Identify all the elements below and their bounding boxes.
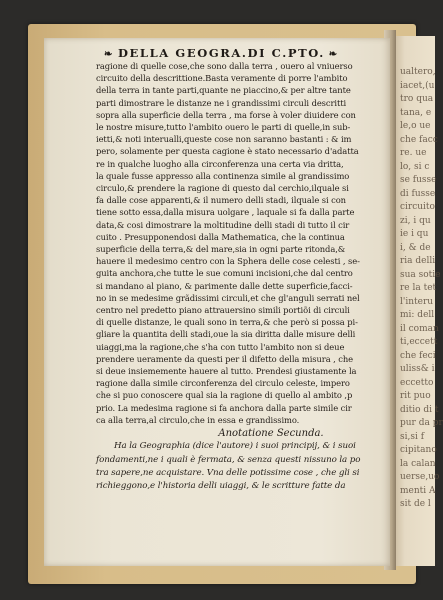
text-line: ie i qu [400,229,429,239]
text-line: che feci [400,350,436,361]
text-line: data,& cosi dimostrare la moltitudine delli stadi di tutto il cir [96,219,350,230]
text-line: hauere il medesimo centro con la Sphera delle cose celesti , se- [96,256,360,267]
text-line: lo, si c [400,161,430,172]
fleuron-ornament-left-icon: ❧ [104,49,114,60]
book-page [44,38,390,566]
text-line: fondamenti,ne i quali è fermata, & senza questi nissuno la po [96,454,361,465]
text-line: richieggono,e l'historia delli uiaggi, & le scritture fatte da [96,481,346,492]
section-heading: Anotatione Secunda. [218,428,324,440]
text-line: pero, solamente per questa cagione è stato necessario d'adatta [96,146,359,157]
text-line: ria delli [400,256,436,266]
text-line: cuito . Presupponendosi dalla Mathematica, che la continua [96,231,345,242]
text-line: i, & de [400,242,431,253]
body-text [96,60,426,494]
text-line: Ha la Geographia (dice l'autore) i suoi principij, & i suoi [114,441,356,452]
text-line: il coman [400,323,439,334]
text-line: che si puo conoscere qual sia la ragione di quello al ambito ,p [96,390,353,401]
text-line: uiaggi,ma la ragione,che s'ha con tutto l'ambito non si deue [96,341,345,352]
running-head-text: DELLA GEOGRA.DI C.PTO. [117,46,325,60]
text-line: rit puo [400,391,431,401]
text-line: tana, e [400,107,432,118]
text-line: sopra alla superficie della terra , ma forse à voler diuidere con [96,109,356,120]
text-line: parti dimostrare le distanze ne i grandissimi circuli descritti [96,97,347,108]
text-line: circuito della descrittione.Basta veramente di porre l'ambito [96,73,348,84]
text-line: uliss& i [400,364,435,374]
text-line: tiene sotto essa,dalla misura uolgare , laquale si fa dalla parte [96,207,355,218]
main-paragraph [96,60,426,426]
text-line: tra sapere,ne acquistare. Vna delle potissime cose , che gli si [96,467,360,478]
text-line: re la tet [400,283,437,293]
text-line: cipitano [400,445,437,455]
text-line: pur da pr [400,418,443,428]
text-line: guita anchora,che tutte le sue comuni incisioni,che dal centro [96,268,353,279]
text-line: fa dalle cose apparenti,& il numero delli stadi, ilquale si con [96,195,346,206]
text-line: circuito [400,202,435,212]
text-line: le nostre misure,tutto l'ambito ouero le parti di quelle,in sub- [96,122,351,133]
text-line: ietti,& noti interualli,queste cose non saranno bastanti : & im [96,134,352,145]
text-line: si mandano al piano, & parimente dalle dette superficie,facci- [96,280,353,291]
text-line: prendere ueramente da questi per il difetto della misura , che [96,353,354,364]
text-line: della terra in tante parti,quante ne piaccino,& per altre tante [96,85,351,96]
text-line: circulo,& prendere la ragione di questo dal cerchio,ilquale si [96,183,349,194]
text-line: re. ue [400,148,427,158]
text-line: gliare la quantita delli stadi,oue la sia diritta dalle misure delli [96,329,356,340]
fleuron-ornament-right-icon: ❧ [328,49,339,60]
text-line: ragione di quelle cose,che sono dalla terra , ouero al vniuerso [96,61,353,71]
text-line: centro nel predetto piano attrauersino simili portiõi di circuli [96,305,350,316]
text-line: ditio di t [400,404,439,415]
text-line: ragione dalla simile circonferenza del circulo celeste, impero [96,378,350,389]
text-line: iacet,(u [400,80,435,91]
text-line: re in qualche luogho alla circonferenza una certa via dritta, [96,158,344,169]
text-line: mi: dell [400,310,435,320]
text-line: le,o ue [400,121,431,131]
text-line: ti,eccett [400,337,438,347]
text-line: prio. La medesima ragione si fa anchora dalla parte simile cir [96,402,352,413]
text-line: superficie della terra,& del mare,sia in ogni parte ritonda,& [96,244,346,255]
annotation-paragraph [96,440,426,494]
text-line: si deue insiememente hauere al tutto. Prendesi giustamente la [96,366,357,377]
text-line: se fusse [400,175,437,185]
text-line: di fusse [400,188,436,199]
text-line: tro qua [400,94,434,104]
text-line: l'interu [400,296,434,307]
text-line: eccetto [400,377,434,388]
text-line: di quelle distanze, le quali sono in terra,& che però si possa pi- [96,317,358,328]
text-line: no in se medesime grãdissimi circuli,et che gl'anguli serrati nel [96,292,360,303]
text-line: la quale fusse appresso alla continenza simile al grandissimo [96,170,350,181]
text-line: uerse,uo [400,472,440,482]
text-line: zi, i qu [400,215,431,226]
text-line: sit de l [400,499,431,509]
text-line: si,si f [400,431,425,442]
running-head [104,46,384,60]
text-line: che facc [400,134,438,145]
text-line: ualtero, [400,67,436,77]
text-line: menti A [400,485,436,496]
text-line: ca alla terra,al circulo,che in essa e grandissimo. [96,414,300,425]
text-line: sua sotie [400,269,441,280]
text-line: la calan [400,458,436,469]
